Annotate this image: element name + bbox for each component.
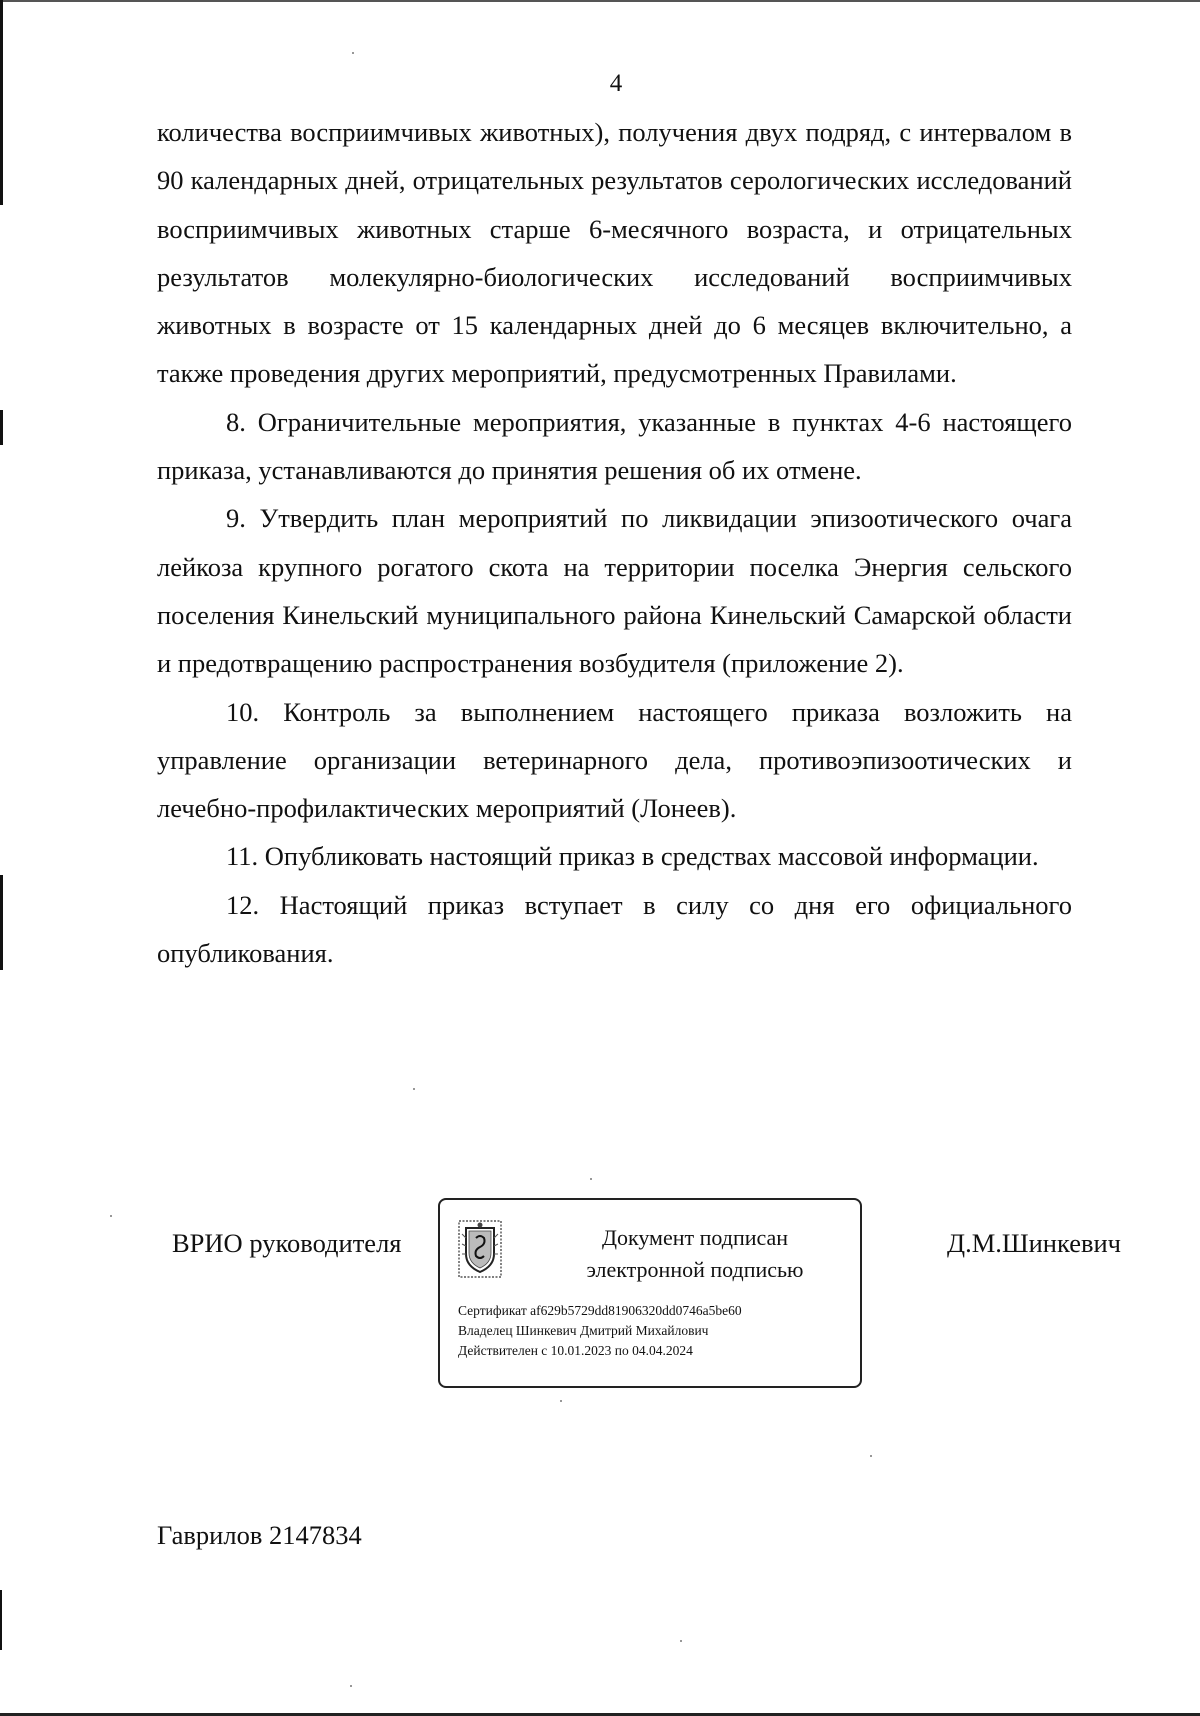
left-scan-edge-mark <box>0 875 3 970</box>
scan-speck <box>413 1088 415 1090</box>
left-scan-edge-mark <box>0 0 3 205</box>
signatory-position: ВРИО руководителя <box>172 1228 402 1258</box>
stamp-title-line-2: электронной подписью <box>586 1257 804 1282</box>
document-body <box>157 108 1072 977</box>
certificate-validity: Действителен с 10.01.2023 по 04.04.2024 <box>458 1343 693 1358</box>
signature-block <box>0 1198 1200 1390</box>
scan-speck <box>110 1215 112 1217</box>
scan-speck <box>352 52 354 54</box>
executor-info: Гаврилов 2147834 <box>157 1520 362 1550</box>
top-scan-edge <box>0 0 1200 2</box>
scan-speck <box>870 1455 872 1457</box>
left-scan-edge-mark <box>0 1590 2 1650</box>
paragraph-item-10: 10. Контроль за выполнением настоящего приказа возложить на управление организации ветеринарного дела, противоэпизоотических и лечебно-профилактических мероприятий (Лонеев). <box>157 696 1072 824</box>
paragraph-item-11: 11. Опубликовать настоящий приказ в средствах массовой информации. <box>226 841 1039 872</box>
signatory-name: Д.М.Шинкевич <box>947 1228 1121 1258</box>
page-number: 4 <box>609 70 623 97</box>
stamp-title <box>550 1222 840 1286</box>
stamp-details <box>458 1301 742 1361</box>
paragraph-continuation: количества восприимчивых животных), получения двух подряд, с интервалом в 90 календарных дней, отрицательных результатов серологических исследований восприимчивых животных старше 6-месячного возраста, и отрицательных результатов молекулярно-биологических исследований восприимчивых животных в возрасте от 15 календарных дней до 6 месяцев включительно, а также проведения других мероприятий, предусмотренных Правилами. <box>157 117 1072 389</box>
scan-speck <box>560 1400 562 1402</box>
paragraph-item-12: 12. Настоящий приказ вступает в силу со дня его официального опубликования. <box>157 889 1072 969</box>
scan-speck <box>350 1685 352 1687</box>
scan-speck <box>680 1640 682 1642</box>
certificate-number: Сертификат af629b5729dd81906320dd0746a5be60 <box>458 1303 742 1318</box>
paragraph-item-9: 9. Утвердить план мероприятий по ликвидации эпизоотического очага лейкоза крупного рогатого скота на территории поселка Энергия сельского поселения Кинельский муниципального района Кинельский Самарской области и предотвращению распространения возбудителя (приложение 2). <box>157 503 1072 679</box>
paragraph-item-8: 8. Ограничительные мероприятия, указанные в пунктах 4-6 настоящего приказа, устанавливаются до принятия решения об их отмене. <box>157 406 1072 486</box>
left-scan-edge-mark <box>0 410 3 445</box>
scan-speck <box>590 1178 592 1180</box>
stamp-title-line-1: Документ подписан <box>601 1225 789 1250</box>
coat-of-arms-icon <box>458 1220 502 1278</box>
certificate-owner: Владелец Шинкевич Дмитрий Михайлович <box>458 1323 709 1338</box>
electronic-signature-stamp <box>438 1198 862 1388</box>
